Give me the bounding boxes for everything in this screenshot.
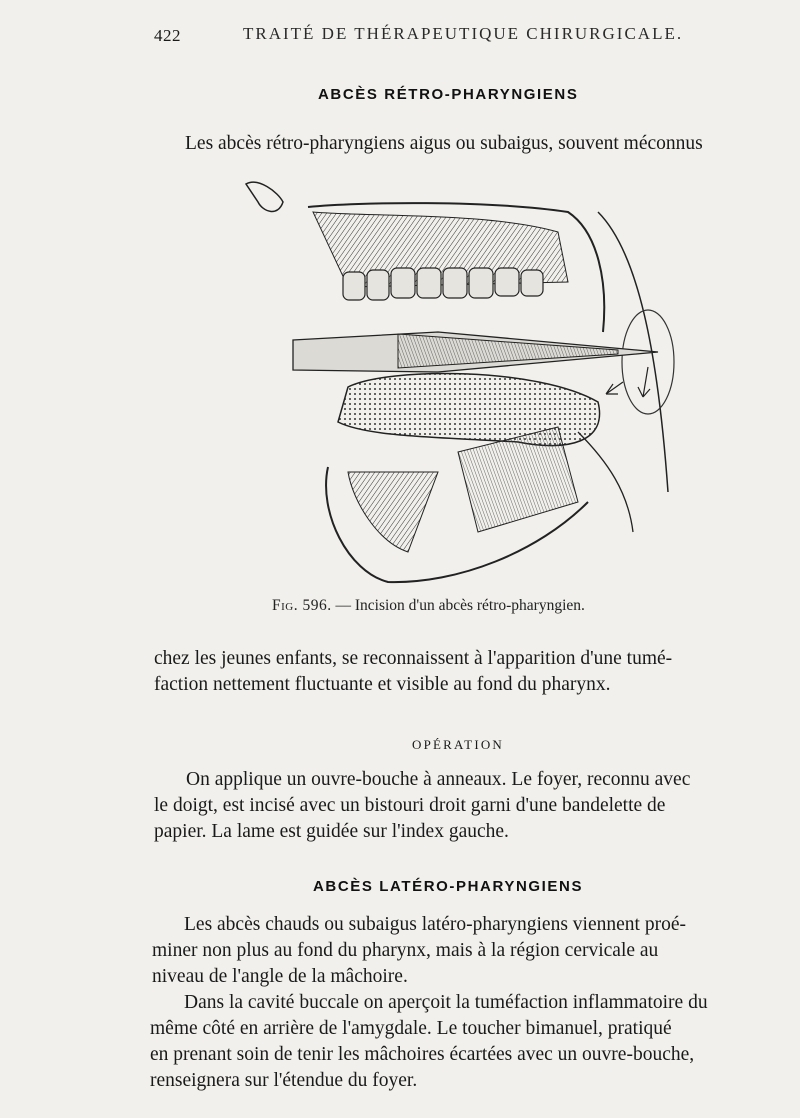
latero-line: en prenant soin de tenir les mâchoires écartées avec un ouvre-bouche, <box>150 1044 695 1065</box>
intro-paragraph <box>185 131 775 157</box>
page-number: 422 <box>154 26 181 45</box>
running-head: TRAITÉ DE THÉRAPEUTIQUE CHIRURGICALE. <box>243 24 684 43</box>
caption-text: — Incision d'un abcès rétro-pharyngien. <box>335 597 585 614</box>
operation-title: OPÉRATION <box>412 737 505 752</box>
operation-line: On applique un ouvre-bouche à anneaux. Le foyer, reconnu avec <box>186 769 691 790</box>
continuation-line: faction nettement fluctuante et visible au fond du pharynx. <box>154 674 611 695</box>
continuation-line: chez les jeunes enfants, se reconnaissent à l'apparition d'une tumé- <box>154 648 673 669</box>
intro-line: Les abcès rétro-pharyngiens aigus ou subaigus, souvent méconnus <box>185 133 703 154</box>
latero-line: miner non plus au fond du pharynx, mais à la région cervicale au <box>152 940 659 961</box>
continuation-paragraph <box>154 646 774 698</box>
caption-label: Fig. 596. <box>272 597 332 614</box>
operation-line: papier. La lame est guidée sur l'index gauche. <box>154 821 509 842</box>
anatomical-illustration <box>238 172 678 592</box>
operation-paragraph <box>154 767 774 845</box>
operation-line: le doigt, est incisé avec un bistouri droit garni d'une bandelette de <box>154 795 666 816</box>
latero-paragraph-1 <box>152 912 774 990</box>
latero-line: niveau de l'angle de la mâchoire. <box>152 966 408 987</box>
latero-line: même côté en arrière de l'amygdale. Le toucher bimanuel, pratiqué <box>150 1018 672 1039</box>
section-title-retro: ABCÈS RÉTRO-PHARYNGIENS <box>318 86 579 103</box>
figure-caption <box>272 597 585 615</box>
latero-line: Dans la cavité buccale on aperçoit la tuméfaction inflammatoire du <box>184 992 708 1013</box>
latero-line: renseignera sur l'étendue du foyer. <box>150 1070 418 1091</box>
section-title-latero: ABCÈS LATÉRO-PHARYNGIENS <box>313 878 584 895</box>
latero-line: Les abcès chauds ou subaigus latéro-pharyngiens viennent proé- <box>184 914 686 935</box>
latero-paragraph-2 <box>150 990 774 1094</box>
